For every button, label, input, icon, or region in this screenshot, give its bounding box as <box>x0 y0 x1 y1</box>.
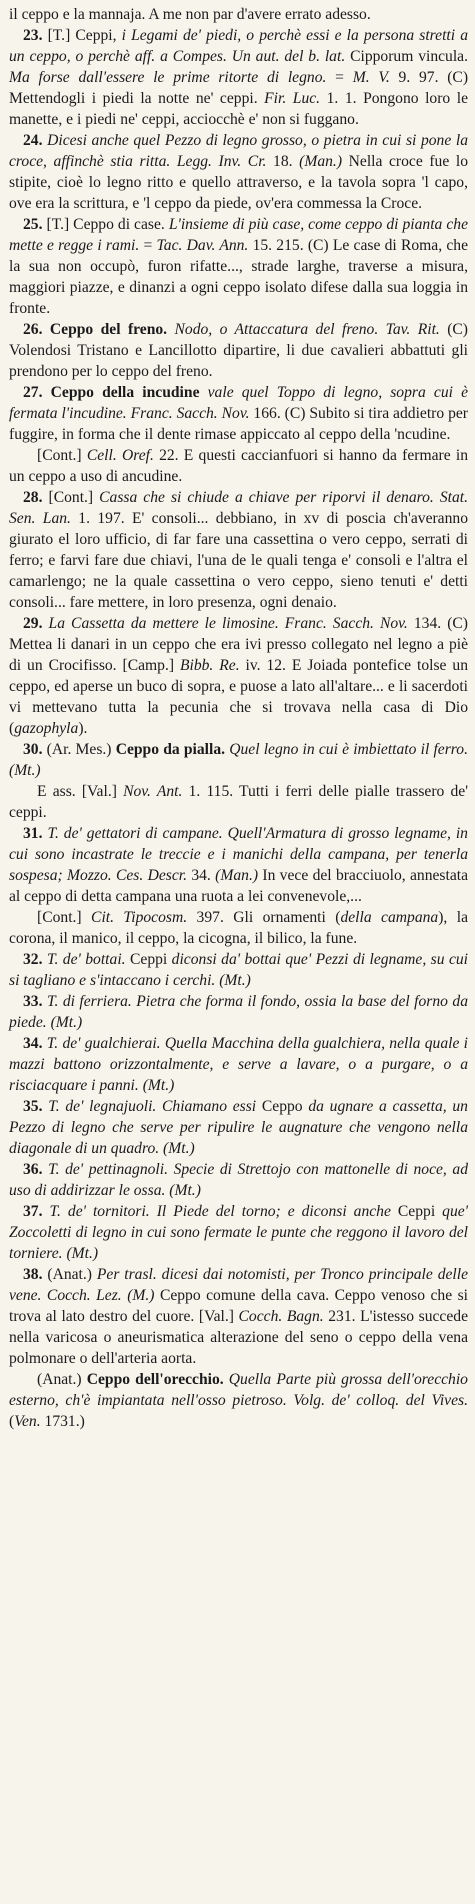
entry-text: Nella croce fue lo stipite, cioè lo legno ritto e quello attraverso, e la tavola sopra 'l capo, ove era la scrittura, e 'l ceppo da piede, ov'era commessa la Croce. <box>9 153 468 212</box>
entry-text: Ma forse dall'essere le prime ritorte di legno. <box>9 69 327 86</box>
entry-text: 9. 97. (C) Mettendogli i piedi la notte ne' ceppi. <box>9 69 469 107</box>
entry-text: T. de' bottai. <box>46 951 126 968</box>
entry-text <box>43 1203 50 1220</box>
entry-text: 22. E questi caccianfuori si hanno da fermare in un ceppo a uso di ancudine. <box>9 447 469 485</box>
dictionary-entry <box>9 739 468 781</box>
entry-text: Cipporum vincula. <box>345 48 468 65</box>
sense-number: 25. <box>23 216 43 233</box>
entry-text: (Ar. Mes.) <box>42 741 116 758</box>
entry-text: 34. <box>187 867 216 884</box>
entry-text: L'insieme di più case, come ceppo di pianta che mette e regge i rami. <box>9 216 469 254</box>
entry-text: gazophyla <box>14 720 79 737</box>
sense-number: 28. <box>23 489 43 506</box>
sense-number: 23. <box>23 27 43 44</box>
entry-text: 134. (C) Mettea li danari in un ceppo che era ivi presso collegato nel legno a piè di un Crocifisso. [Camp.] <box>9 615 469 674</box>
dictionary-entry <box>9 1201 468 1264</box>
entry-continuation <box>9 445 468 487</box>
sense-number: 32. <box>23 951 43 968</box>
dictionary-entry <box>9 4 468 25</box>
entry-text: [T.] Ceppo di case. <box>42 216 169 233</box>
entry-continuation <box>9 1369 468 1432</box>
entry-text: T. de' legnajuoli. Chiamano essi <box>48 1098 257 1115</box>
entry-text: Dicesi anche quel Pezzo di legno grosso, o pietra in cui si pone la croce, affinchè stia ritta. Legg. Inv. Cr. <box>9 132 468 170</box>
entry-text: Nov. Ant. <box>123 783 183 800</box>
entry-text: (Man.) <box>299 153 343 170</box>
entry-text: T. de' tornitori. Il Piede del torno; e diconsi anche <box>49 1203 391 1220</box>
headword: Ceppo della incudine <box>50 384 200 401</box>
entry-continuation <box>9 781 468 823</box>
entry-text: 1. 197. E' consoli... debbiano, in xv di poscia ch'averanno giurato el loro ufficio, di far fare una cassettina o vero ceppo, serrati di ferro; e farvi fare due chiavi, l'una de le quali tenga e' consoli e l'altra el camarlengo; ne la quale cassettina o vero ceppo, sieno tenuti e' detti consoli... fare mettere, in loro presenza, ogni denaio. <box>9 510 468 611</box>
entry-text: Cell. Oref. <box>86 447 154 464</box>
entry-text: T. de' gettatori di campane. Quell'Armatura di grosso legname, in cui sono incastrate le treccie e i manichi della campana, per tenerla sospesa; Mozzo. Ces. Descr. <box>9 825 468 884</box>
entry-text: Ceppo <box>256 1098 309 1115</box>
sense-number: 31. <box>23 825 43 842</box>
entry-text: iv. 12. E Joiada pontefice tolse un ceppo, ed aperse un buco di sopra, e puose a lato all'altare... e li sacerdoti vi mettevano tutta la pecunia che si trovava nella casa di Dio ( <box>9 657 469 737</box>
headword: Ceppo da pialla. <box>115 741 226 758</box>
sense-number: 29. <box>23 615 43 632</box>
entry-text: (Anat.) <box>42 1266 97 1283</box>
sense-number: 27. <box>23 384 43 401</box>
entry-text: 397. Gli ornamenti ( <box>187 909 341 926</box>
entry-text: Per trasl. dicesi dai notomisti, per Tronco principale delle vene. Cocch. Lez. <box>9 1266 468 1304</box>
entry-text: Bibb. Re. <box>179 657 240 674</box>
dictionary-entry <box>9 1264 468 1369</box>
entry-text: Quel legno in cui è imbiettato il ferro. (Mt.) <box>9 741 468 779</box>
dictionary-entry <box>9 1096 468 1159</box>
entry-text <box>167 321 174 338</box>
entry-text: Nodo, o Attaccatura del freno. Tav. Rit. <box>174 321 440 338</box>
entry-text: (Man.) <box>215 867 259 884</box>
entry-text: 166. (C) Subito si tira addietro per fuggire, in forma che il dente rimase appiccato al ceppo della 'ncudine. <box>9 405 468 443</box>
dictionary-entry <box>9 1159 468 1201</box>
entry-text: 15. 215. (C) Le case di Roma, che la sua non occupò, furon rifatte..., strade larghe, traverse a misura, maggiori piazze, e dinanzi a ogni ceppo isolato difese dalla sua loggia in fronte. <box>9 237 469 317</box>
entry-text: T. de' pettinagnoli. Specie di Strettojo con mattonelle di noce, ad uso di addirizzar le ossa. (Mt.) <box>9 1161 469 1199</box>
dictionary-entry <box>9 1033 468 1096</box>
headword: Ceppo dell'orecchio. <box>86 1371 224 1388</box>
entry-text: diconsi da' bottai que' Pezzi di legname, su cui si tagliano e s'intaccano i cerchi. (Mt.) <box>9 951 468 989</box>
entry-text <box>43 384 51 401</box>
entry-text: = <box>326 69 353 86</box>
entry-text <box>200 384 208 401</box>
entry-text: E ass. [Val.] <box>37 783 124 800</box>
entry-text: [Cont.] <box>37 447 87 464</box>
dictionary-entry <box>9 487 468 613</box>
entry-text: Ceppo comune della cava. Ceppo venoso che si trova al lato destro del cuore. [Val.] <box>9 1287 468 1325</box>
entry-text: da ugnare a cassetta, un Pezzo di legno che serve per ripulire le augnature che vengono nella diagonale di un quadro. (Mt.) <box>9 1098 468 1157</box>
sense-number: 24. <box>23 132 43 149</box>
sense-number: 34. <box>23 1035 43 1052</box>
entry-text: = <box>139 237 157 254</box>
entry-text: Tac. Dav. Ann. <box>156 237 249 254</box>
dictionary-entry <box>9 991 468 1033</box>
entry-text: [Cont.] <box>42 489 100 506</box>
entry-text: della campana <box>340 909 439 926</box>
entry-text: que' Zoccoletti di legno in cui sono fermate le punte che reggono il lavoro del torniere. (Mt.) <box>9 1203 468 1262</box>
entry-text: 18. <box>266 153 300 170</box>
entry-text: [Cont.] <box>37 909 92 926</box>
entry-text: T. de' gualchierai. Quella Macchina della gualchiera, nella quale i mazzi battono orizzontalmente, e serve a lavare, o a purgare, o a risciacquare i panni. (Mt.) <box>9 1035 468 1094</box>
entry-text: Ceppi <box>125 951 172 968</box>
dictionary-entry <box>9 25 468 130</box>
entry-text: 1731.) <box>40 1413 85 1430</box>
entry-text: 1. 115. Tutti i ferri delle pialle trassero de' ceppi. <box>9 783 469 821</box>
dictionary-entry <box>9 613 468 739</box>
headword: Ceppo del freno. <box>49 321 168 338</box>
sense-number: 30. <box>23 741 43 758</box>
sense-number: 37. <box>23 1203 43 1220</box>
entry-text: 231. L'istesso succede nella varicosa o aneurismatica alterazione del seno o ceppo della vena polmonare o dell'arteria aorta. <box>9 1308 468 1367</box>
sense-number: 33. <box>23 993 43 1010</box>
entry-text: Ceppi <box>390 1203 443 1220</box>
entry-text: Cit. Tipocosm. <box>91 909 188 926</box>
entry-text: ( <box>9 1413 15 1430</box>
entry-text: Ven. <box>14 1413 41 1430</box>
dictionary-entry <box>9 823 468 907</box>
entry-text: La Cassetta da mettere le limosine. Franc. Sacch. Nov. <box>48 615 408 632</box>
entry-text: [T.] Ceppi, <box>42 27 122 44</box>
dictionary-entry <box>9 949 468 991</box>
entry-text: Quella Parte più grossa dell'orecchio esterno, ch'è impiantata nell'osso pietroso. Volg. de' colloq. del Vives. <box>9 1371 468 1409</box>
entry-text: (C) Volendosi Tristano e Lancillotto dipartire, li due cavalieri abbattuti gli prendono per lo ceppo del freno. <box>9 321 469 380</box>
entry-text: (M.) <box>127 1287 155 1304</box>
entry-text: In vece del bracciuolo, annestata al ceppo di detta campana una ruota a lei convenevole,... <box>9 867 468 905</box>
entry-text: ). <box>78 720 88 737</box>
entry-text: M. V. <box>352 69 390 86</box>
entry-text: ), la corona, il manico, il ceppo, la cicogna, il bilico, la fune. <box>9 909 469 947</box>
entry-text: T. di ferriera. Pietra che forma il fondo, ossia la base del forno da piede. (Mt.) <box>9 993 468 1031</box>
sense-number: 38. <box>23 1266 43 1283</box>
dictionary-entry <box>9 214 468 319</box>
sense-number: 26. <box>23 321 43 338</box>
sense-number: 35. <box>23 1098 43 1115</box>
entry-text: il ceppo e la mannaja. A me non par d'avere errato adesso. <box>9 6 371 23</box>
entry-text: Cocch. Bagn. <box>238 1308 324 1325</box>
entry-text: (Anat.) <box>37 1371 87 1388</box>
entry-text: Cassa che si chiude a chiave per riporvi il denaro. Stat. Sen. Lan. <box>9 489 468 527</box>
entry-text: 1. 1. Pongono loro le manette, e i piedi ne' ceppi, acciocchè e' non si fuggano. <box>9 90 468 128</box>
entry-text <box>43 321 50 338</box>
entry-text: i Legami de' piedi, o perchè essi e la persona stretti a un ceppo, o perchè aff. a Compes. Un aut. del b. lat. <box>9 27 468 65</box>
sense-number: 36. <box>23 1161 43 1178</box>
dictionary-entry <box>9 382 468 445</box>
entry-text: vale quel Toppo di legno, sopra cui è fermata l'incudine. Franc. Sacch. Nov. <box>9 384 468 422</box>
entry-continuation <box>9 907 468 949</box>
dictionary-entry <box>9 130 468 214</box>
dictionary-entry <box>9 319 468 382</box>
entry-text: Fir. Luc. <box>264 90 321 107</box>
